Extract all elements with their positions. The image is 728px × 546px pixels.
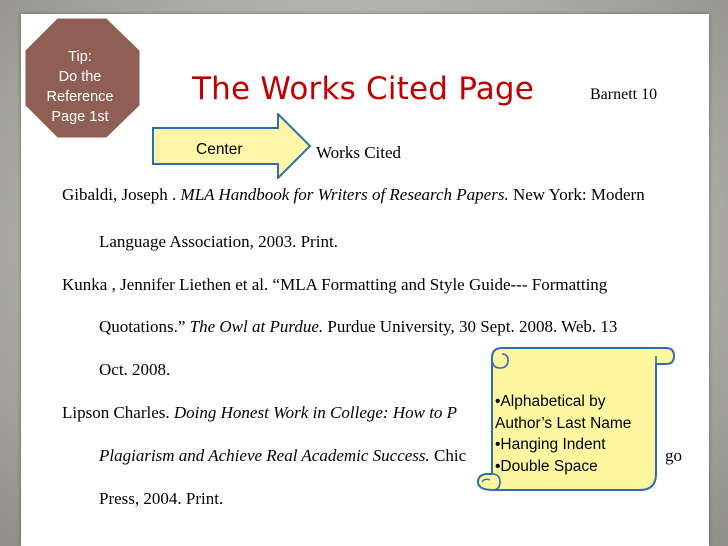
- scroll-note-item: Author’s Last Name: [495, 414, 632, 432]
- slide-title: The Works Cited Page: [192, 71, 535, 107]
- citation-text-run: Oct. 2008.: [99, 360, 171, 379]
- entry-tail-fragment: go: [665, 446, 682, 465]
- tip-text: [21, 47, 139, 127]
- entry-line: [99, 446, 466, 466]
- entry-line: [99, 317, 617, 337]
- scroll-note-item: •Alphabetical by: [495, 393, 606, 410]
- citation-text-run: Lipson Charles.: [62, 403, 174, 422]
- entry-line: [99, 489, 223, 509]
- citation-title-run: Doing Honest Work in College: How to P: [173, 403, 458, 422]
- citation-text-run: Language Association, 2003. Print.: [99, 232, 338, 251]
- scroll-note-item: •Double Space: [495, 457, 598, 475]
- citation-title-run: MLA Handbook for Writers of Research Papers.: [180, 185, 509, 204]
- entry-line: [62, 403, 457, 423]
- arrow-label: Center: [196, 141, 243, 158]
- tip-line: Tip:: [68, 49, 92, 65]
- running-header: Barnett 10: [590, 86, 658, 103]
- tip-octagon: [21, 14, 148, 142]
- citation-text-run: Quotations.”: [99, 317, 190, 336]
- entry-line: [62, 185, 645, 205]
- entry-line: [99, 232, 338, 252]
- citation-text-run: Gibaldi, Joseph .: [62, 185, 181, 204]
- scroll-note: [495, 391, 631, 477]
- citation-text-run: Press, 2004. Print.: [99, 489, 224, 508]
- tip-line: Reference: [46, 89, 114, 105]
- entry-line: [99, 360, 170, 380]
- citation-text-run: Kunka , Jennifer Liethen et al. “MLA Formatting and Style Guide--- Formatting: [62, 275, 608, 294]
- citation-text-run: Chic: [429, 446, 467, 465]
- works-cited-heading: Works Cited: [316, 143, 402, 162]
- citation-text-run: New York: Modern: [508, 185, 645, 204]
- citation-text-run: Purdue University, 30 Sept. 2008. Web. 13: [323, 317, 618, 336]
- scroll-note-item: •Hanging Indent: [495, 436, 606, 453]
- tip-line: Do the: [58, 69, 102, 85]
- tip-line: Page 1st: [51, 109, 109, 125]
- citation-title-run: The Owl at Purdue.: [189, 317, 324, 336]
- citation-title-run: Plagiarism and Achieve Real Academic Success.: [99, 446, 430, 465]
- entry-line: [62, 275, 607, 295]
